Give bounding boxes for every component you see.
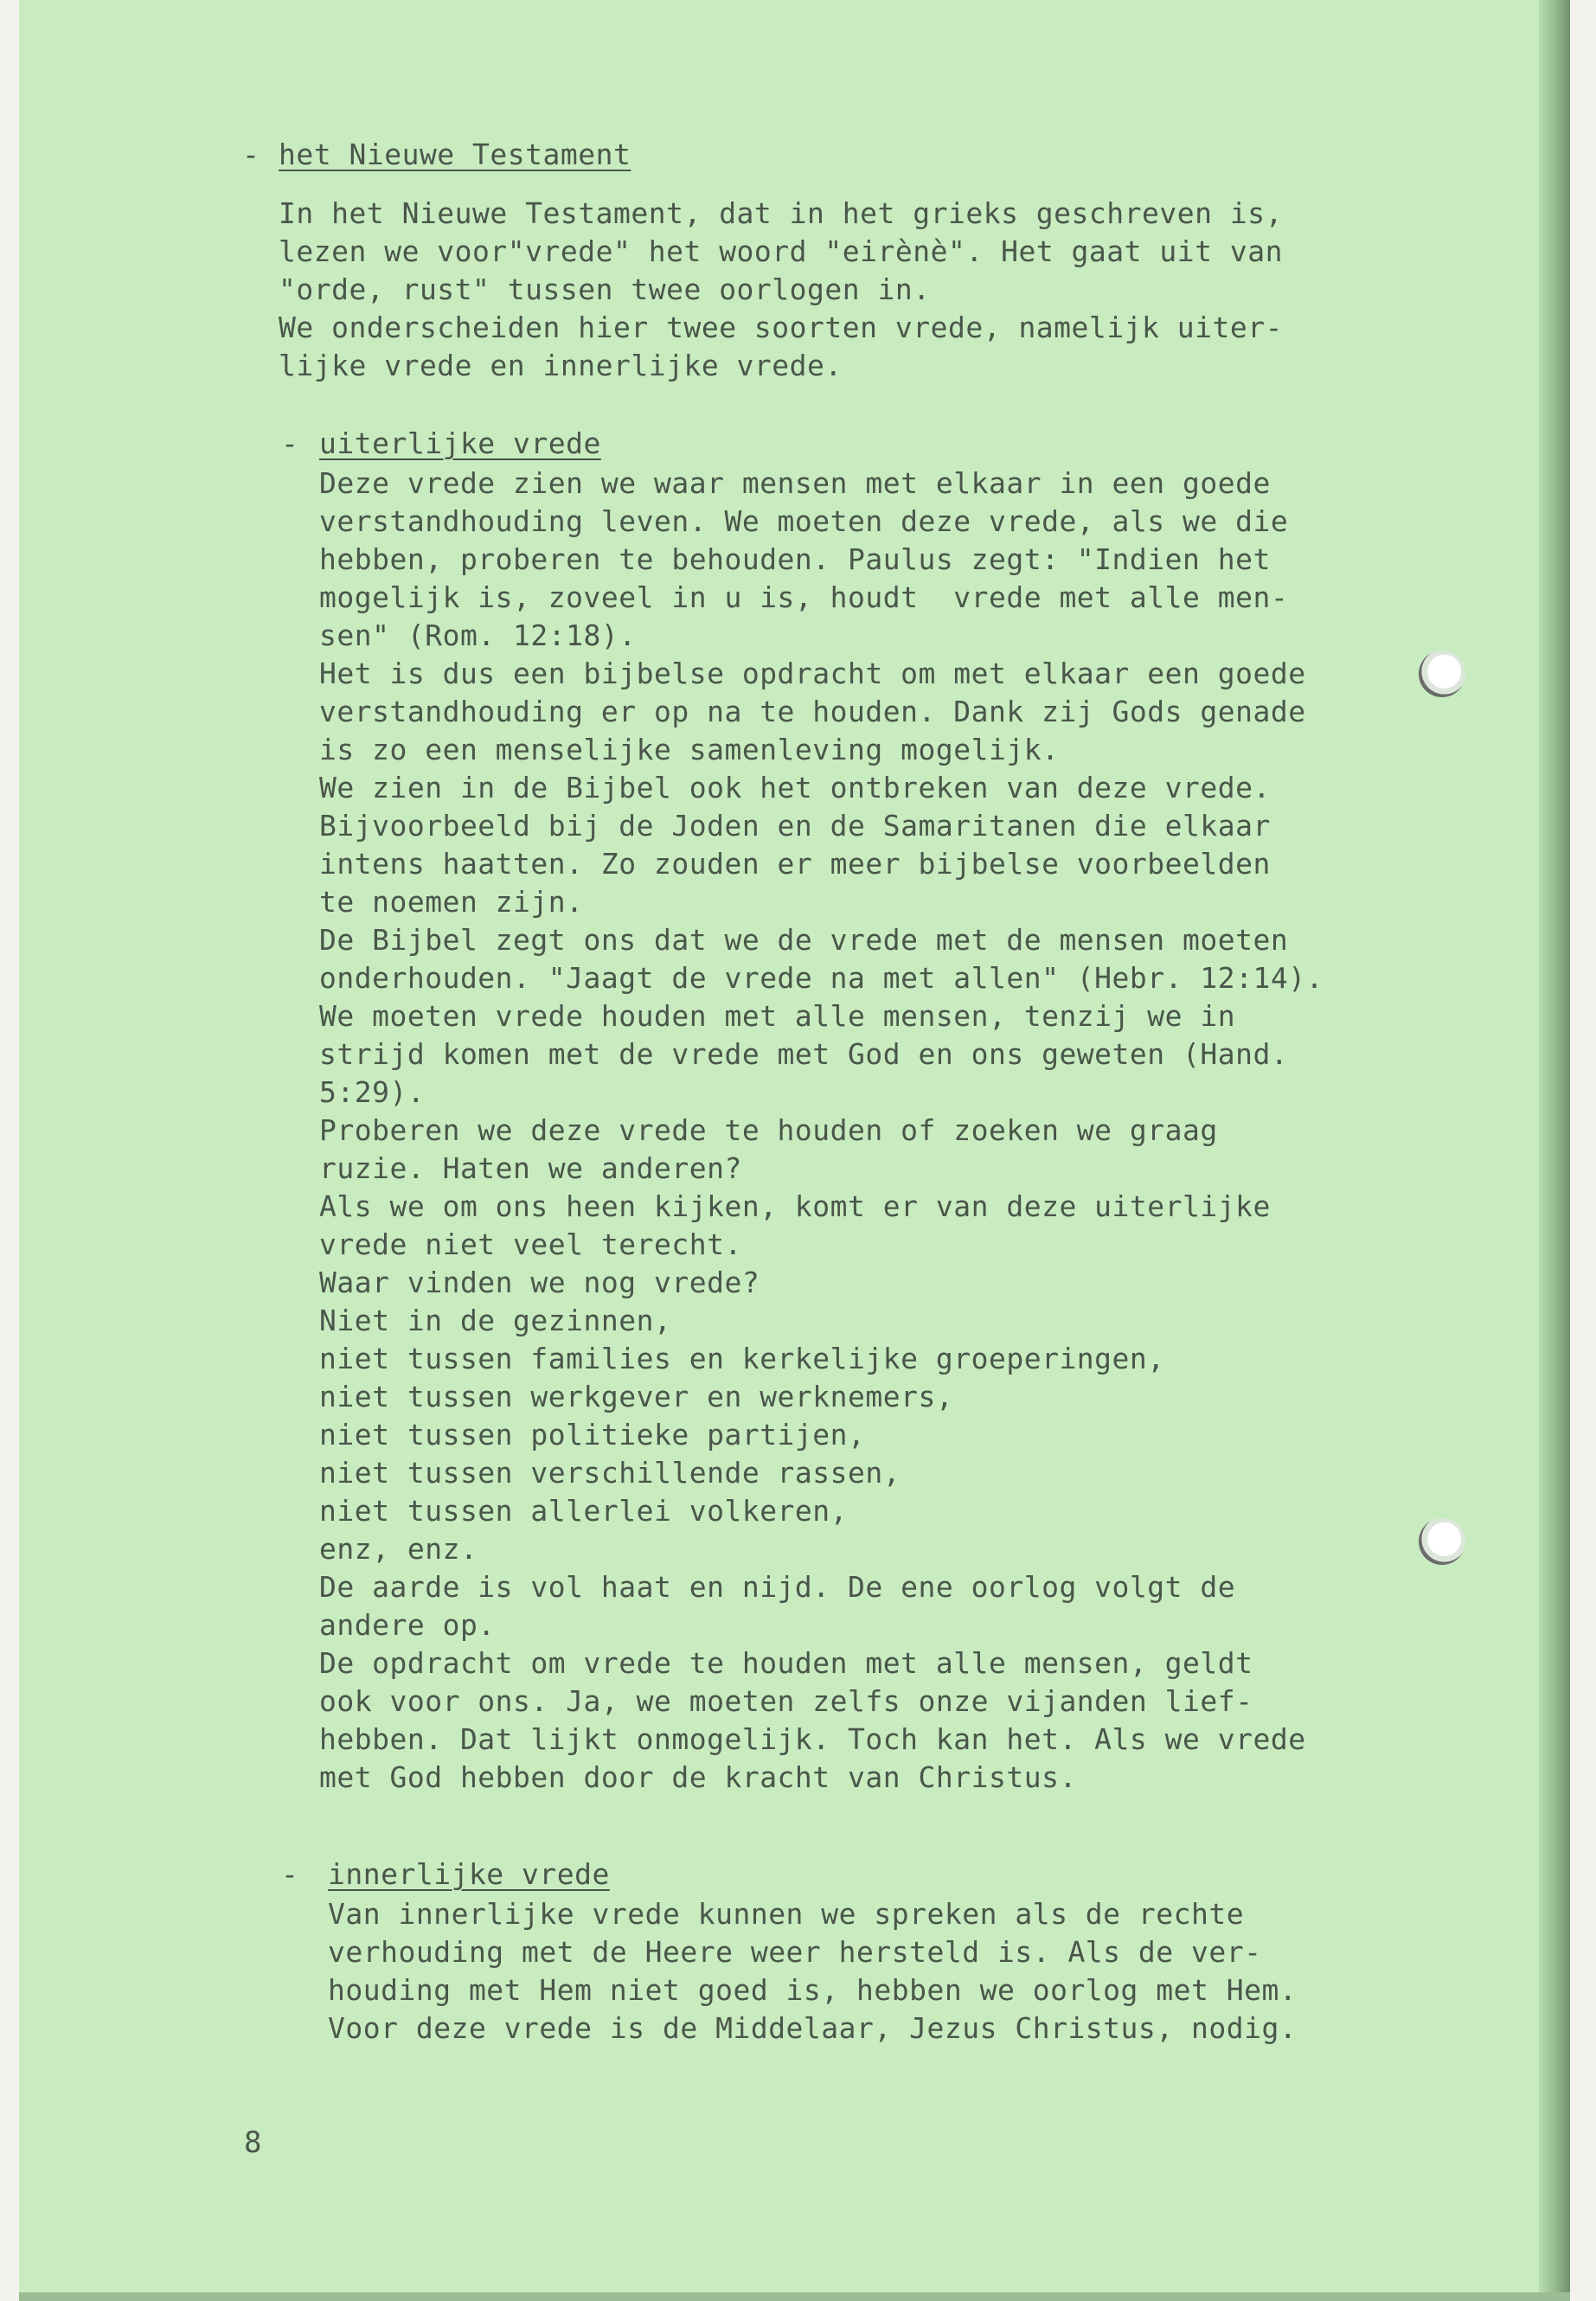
text-line: houding met Hem niet goed is, hebben we oorlog met Hem. <box>328 1973 1298 2007</box>
text-line: ruzie. Haten we anderen? <box>319 1151 742 1185</box>
text-line: met God hebben door de kracht van Christus. <box>319 1760 1077 1794</box>
intro-line: "orde, rust" tussen twee oorlogen in. <box>279 272 931 306</box>
text-line: 5:29). <box>319 1075 426 1109</box>
text-line: Het is dus een bijbelse opdracht om met elkaar een goede <box>319 657 1306 690</box>
text-line: sen" (Rom. 12:18). <box>319 619 637 652</box>
page-bottom-edge <box>19 2292 1570 2301</box>
text-line: Waar vinden we nog vrede? <box>319 1266 760 1299</box>
punch-hole-icon <box>1419 1518 1465 1565</box>
text-line: Deze vrede zien we waar mensen met elkaar in een goede <box>319 466 1271 500</box>
text-line: We zien in de Bijbel ook het ontbreken van deze vrede. <box>319 771 1271 804</box>
text-line: te noemen zijn. <box>319 885 584 919</box>
page-edge-shadow <box>1539 0 1570 2301</box>
text-line: vrede niet veel terecht. <box>319 1227 742 1261</box>
text-line: De aarde is vol haat en nijd. De ene oorlog volgt de <box>319 1570 1236 1604</box>
text-line: intens haatten. Zo zouden er meer bijbelse voorbeelden <box>319 847 1271 881</box>
subsection-dash: - <box>281 1857 299 1891</box>
text-line: Niet in de gezinnen, <box>319 1304 672 1337</box>
text-line: Voor deze vrede is de Middelaar, Jezus Christus, nodig. <box>328 2011 1298 2045</box>
text-line: niet tussen politieke partijen, <box>319 1418 866 1452</box>
subsection-dash: - <box>281 426 299 460</box>
text-line: Proberen we deze vrede te houden of zoeken we graag <box>319 1113 1218 1147</box>
text-line: Van innerlijke vrede kunnen we spreken als de rechte <box>328 1897 1245 1931</box>
page-number: 8 <box>244 2125 262 2160</box>
text-line: niet tussen werkgever en werknemers, <box>319 1380 954 1413</box>
text-line: is zo een menselijke samenleving mogelijk. <box>319 733 1060 766</box>
text-line: We moeten vrede houden met alle mensen, tenzij we in <box>319 999 1236 1033</box>
text-line: hebben. Dat lijkt onmogelijk. Toch kan het. Als we vrede <box>319 1722 1306 1756</box>
intro-line: lezen we voor"vrede" het woord "eirènè". Het gaat uit van <box>279 234 1283 268</box>
punch-hole-icon <box>1419 651 1465 697</box>
text-line: ook voor ons. Ja, we moeten zelfs onze vijanden lief- <box>319 1684 1253 1718</box>
text-line: andere op. <box>319 1608 496 1642</box>
text-line: De opdracht om vrede te houden met alle mensen, geldt <box>319 1646 1253 1680</box>
text-line: De Bijbel zegt ons dat we de vrede met de mensen moeten <box>319 923 1289 957</box>
section-heading: het Nieuwe Testament <box>279 138 631 171</box>
section-dash: - <box>242 138 260 171</box>
text-line: niet tussen families en kerkelijke groeperingen, <box>319 1342 1165 1375</box>
text-line: verhouding met de Heere weer hersteld is. Als de ver- <box>328 1935 1262 1969</box>
intro-line: In het Nieuwe Testament, dat in het grieks geschreven is, <box>279 196 1283 230</box>
intro-line: lijke vrede en innerlijke vrede. <box>279 349 843 382</box>
text-line: mogelijk is, zoveel in u is, houdt vrede met alle men- <box>319 580 1289 614</box>
text-line: Als we om ons heen kijken, komt er van deze uiterlijke <box>319 1189 1271 1223</box>
subsection-heading-inner: innerlijke vrede <box>328 1857 610 1891</box>
subsection-heading-outer: uiterlijke vrede <box>319 426 601 460</box>
text-line: verstandhouding leven. We moeten deze vrede, als we die <box>319 504 1289 538</box>
text-line: Bijvoorbeeld bij de Joden en de Samaritanen die elkaar <box>319 809 1271 843</box>
document-page <box>19 0 1570 2301</box>
text-line: hebben, proberen te behouden. Paulus zegt: "Indien het <box>319 542 1271 576</box>
text-line: verstandhouding er op na te houden. Dank zij Gods genade <box>319 695 1306 728</box>
text-line: niet tussen verschillende rassen, <box>319 1456 901 1490</box>
intro-line: We onderscheiden hier twee soorten vrede, namelijk uiter- <box>279 311 1283 344</box>
text-line: enz, enz. <box>319 1532 478 1566</box>
text-line: niet tussen allerlei volkeren, <box>319 1494 849 1528</box>
text-line: strijd komen met de vrede met God en ons geweten (Hand. <box>319 1037 1289 1071</box>
text-line: onderhouden. "Jaagt de vrede na met allen" (Hebr. 12:14). <box>319 961 1324 995</box>
